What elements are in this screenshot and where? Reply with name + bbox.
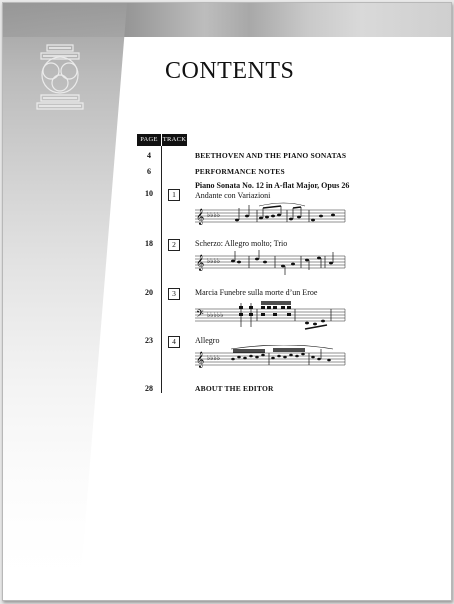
svg-text:𝄢: 𝄢 — [196, 308, 204, 322]
entry-page-number: 4 — [147, 151, 151, 160]
music-excerpt-1 — [195, 202, 347, 232]
movement-title: Andante con Variazioni — [195, 191, 271, 200]
svg-text:♭♭♭♭♭: ♭♭♭♭♭ — [207, 311, 224, 319]
track-number-box: 2 — [168, 239, 180, 251]
contents-page — [2, 2, 452, 601]
music-excerpt-3 — [195, 299, 347, 333]
entry-page-number: 23 — [145, 336, 153, 345]
entry-title: ABOUT THE EDITOR — [195, 384, 274, 393]
entry-page-number: 10 — [145, 189, 153, 198]
svg-text:𝄞: 𝄞 — [196, 255, 205, 271]
svg-text:𝄞: 𝄞 — [196, 352, 205, 368]
svg-text:♭♭♭♭: ♭♭♭♭ — [207, 354, 221, 362]
sonata-heading: Piano Sonata No. 12 in A-flat Major, Opus 26 — [195, 181, 350, 190]
svg-text:♭♭♭♭: ♭♭♭♭ — [207, 257, 221, 265]
track-number-box: 3 — [168, 288, 180, 300]
header-gradient-band — [3, 3, 451, 37]
svg-text:𝄞: 𝄞 — [196, 209, 205, 225]
track-number-box: 4 — [168, 336, 180, 348]
music-excerpt-2 — [195, 248, 347, 278]
movement-title: Scherzo: Allegro molto; Trio — [195, 239, 288, 248]
entry-title: BEETHOVEN AND THE PIANO SONATAS — [195, 151, 347, 160]
music-excerpt-4 — [195, 345, 347, 375]
movement-title: Marcia Funebre sulla morte d’un Eroe — [195, 288, 318, 297]
page-title: CONTENTS — [165, 58, 295, 84]
entry-page-number: 28 — [145, 384, 153, 393]
svg-text:♭♭♭♭: ♭♭♭♭ — [207, 211, 221, 219]
column-header-page: PAGE — [137, 134, 161, 146]
column-divider — [161, 146, 162, 393]
entry-page-number: 20 — [145, 288, 153, 297]
entry-page-number: 18 — [145, 239, 153, 248]
track-number-box: 1 — [168, 189, 180, 201]
crest-emblem-icon — [27, 39, 93, 111]
movement-title: Allegro — [195, 336, 220, 345]
entry-page-number: 6 — [147, 167, 151, 176]
column-header-track: TRACK — [161, 134, 187, 146]
entry-title: PERFORMANCE NOTES — [195, 167, 285, 176]
